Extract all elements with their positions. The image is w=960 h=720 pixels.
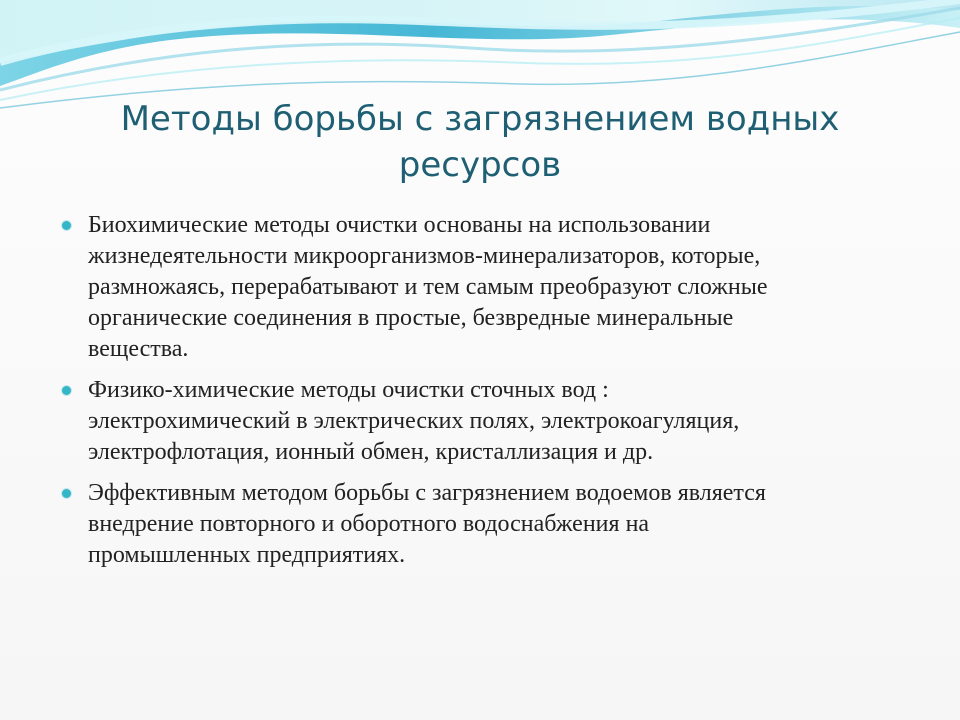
bullet-item-biochemical (58, 210, 908, 365)
slide-title (80, 96, 880, 188)
bullet-dot-icon (62, 386, 71, 395)
bullet-item-physicochemical (58, 375, 908, 468)
bullet-1-line-2: жизнедеятельности микроорганизмов-минерализаторов, которые, (88, 243, 761, 269)
bullet-1-line-1: Биохимические методы очистки основаны на использовании (88, 212, 711, 238)
bullet-2-line-2: электрохимический в электрических полях, электрокоагуляция, (88, 408, 740, 434)
bullet-item-water-reuse (58, 478, 908, 571)
bullet-dot-icon (62, 489, 71, 498)
bullet-2-line-1: Физико-химические методы очистки сточных вод : (88, 377, 609, 403)
bullet-3-line-1: Эффективным методом борьбы с загрязнением водоемов является (88, 480, 766, 506)
bullet-3-line-3: промышленных предприятиях. (88, 542, 406, 568)
bullet-1-line-3: размножаясь, перерабатывают и тем самым преобразуют сложные (88, 274, 768, 300)
slide-title-line-2: ресурсов (398, 145, 562, 185)
bullet-dot-icon (62, 221, 71, 230)
bullet-1-line-4: органические соединения в простые, безвредные минеральные (88, 305, 734, 331)
bullet-list (58, 210, 908, 581)
bullet-2-line-3: электрофлотация, ионный обмен, кристаллизация и др. (88, 439, 654, 465)
slide-title-line-1: Методы борьбы с загрязнением водных (120, 99, 840, 139)
bullet-3-line-2: внедрение повторного и оборотного водоснабжения на (88, 511, 650, 537)
bullet-1-line-5: вещества. (88, 336, 189, 362)
